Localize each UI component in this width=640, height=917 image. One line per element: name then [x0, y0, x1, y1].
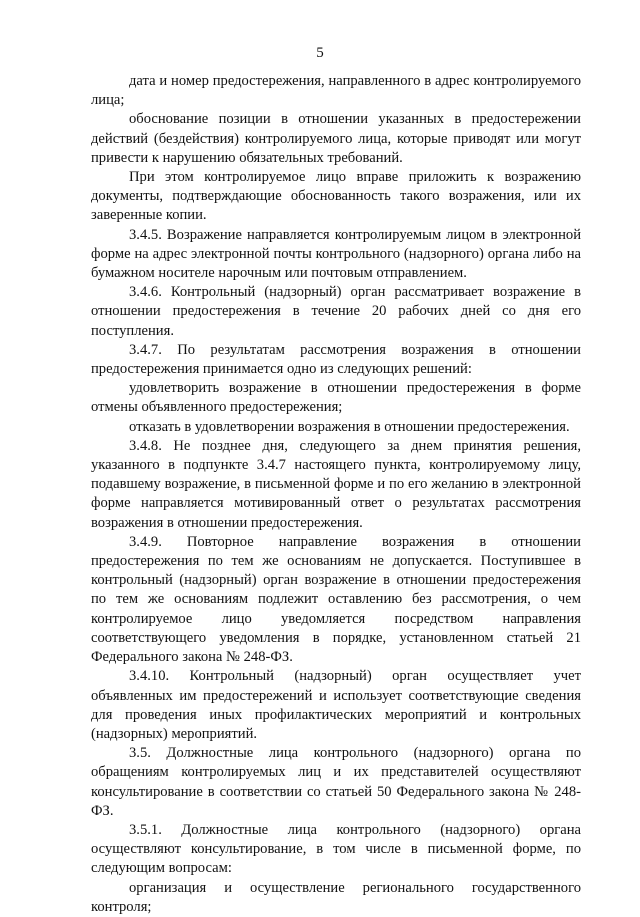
- paragraph: 3.5.1. Должностные лица контрольного (надзорного) органа осуществляют консультирование, в том числе в письменной форме, по следующим вопросам:: [91, 821, 581, 877]
- paragraph: 3.4.6. Контрольный (надзорный) орган рассматривает возражение в отношении предостережения в течение 20 рабочих дней со дня его поступления.: [91, 284, 581, 339]
- paragraph: 3.4.7. По результатам рассмотрения возражения в отношении предостережения принимается одно из следующих решений:: [91, 341, 581, 378]
- document-body: [91, 72, 581, 917]
- paragraph: 3.5. Должностные лица контрольного (надзорного) органа по обращениям контролируемых лиц и их представителей осуществляют консультирование в соответствии со статьей 50 Федерального закона № 248-ФЗ.: [91, 745, 581, 819]
- paragraph: организация и осуществление регионального государственного контроля;: [91, 879, 581, 915]
- paragraph: При этом контролируемое лицо вправе приложить к возражению документы, подтверждающие обоснованность такого возражения, или их заверенные копии.: [91, 169, 581, 224]
- paragraph: отказать в удовлетворении возражения в отношении предостережения.: [129, 418, 570, 435]
- paragraph: удовлетворить возражение в отношении предостережения в форме отмены объявленного предостережения;: [91, 380, 581, 416]
- paragraph: дата и номер предостережения, направленного в адрес контролируемого лица;: [91, 73, 581, 109]
- paragraph: 3.4.9. Повторное направление возражения в отношении предостережения по тем же основаниям не допускается. Поступившее в контрольный (надзорный) орган возражение в отношении предостережения по тем же основаниям подлежит оставлению без рассмотрения, о чем контролируемое лицо уведомляется посредством направления соответствующего уведомления в порядке, установленном статьей 21 Федерального закона № 248-ФЗ.: [91, 533, 581, 666]
- paragraph: 3.4.5. Возражение направляется контролируемым лицом в электронной форме на адрес электронной почты контрольного (надзорного) органа либо на бумажном носителе нарочным или почтовым отправлением.: [91, 226, 581, 282]
- paragraph: обоснование позиции в отношении указанных в предостережении действий (бездействия) контролируемого лица, которые приводят или могут привести к нарушению обязательных требований.: [91, 111, 581, 166]
- paragraph: 3.4.8. Не позднее дня, следующего за днем принятия решения, указанного в подпункте 3.4.7 настоящего пункта, контролируемому лицу, подавшему возражение, в письменной форме и по его желанию в электронной форме направляется мотивированный ответ о результатах рассмотрения возражения в отношении предостережения.: [91, 437, 581, 531]
- page-number: 5: [316, 45, 324, 61]
- paragraph: 3.4.10. Контрольный (надзорный) орган осуществляет учет объявленных им предостережений и использует соответствующие сведения для проведения иных профилактических мероприятий и контрольных (надзорных) мероприятий.: [91, 668, 581, 742]
